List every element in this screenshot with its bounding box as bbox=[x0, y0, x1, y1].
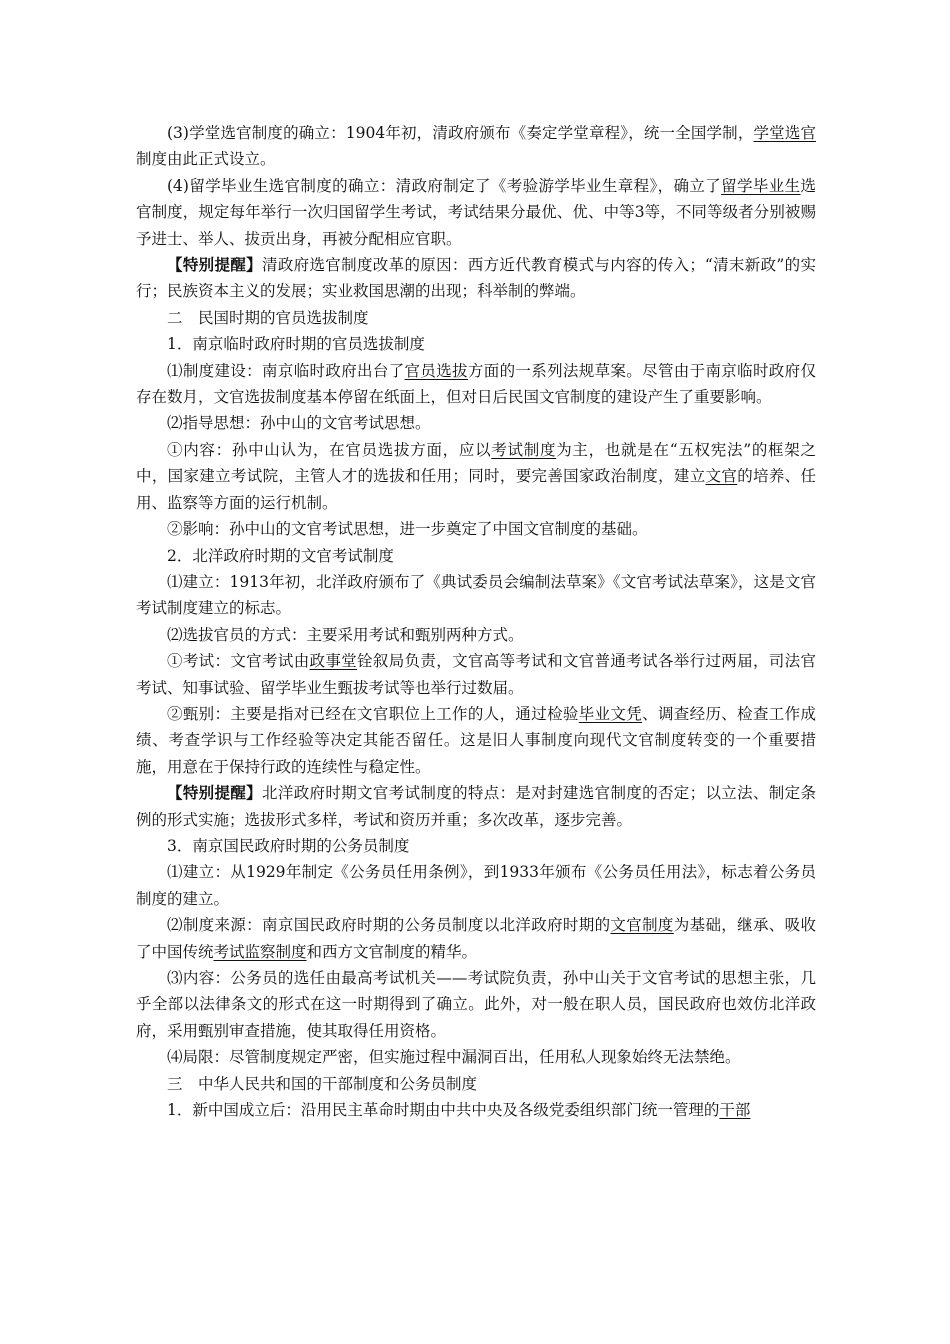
section-heading bbox=[136, 1071, 816, 1097]
underlined-term: 干部 bbox=[719, 1101, 751, 1120]
text-run: 2．北洋政府时期的文官考试制度 bbox=[167, 546, 394, 565]
section-heading bbox=[136, 331, 816, 357]
paragraph bbox=[136, 1044, 816, 1070]
paragraph bbox=[136, 410, 816, 436]
paragraph bbox=[136, 252, 816, 305]
text-run: 制度由此正式设立。 bbox=[136, 150, 276, 169]
paragraph bbox=[136, 173, 816, 252]
text-run: 、调查经历、检查工作成绩、考查学识与工作经验等决定其能否留任。这是旧人事制度向现代文官制度转变的一个重要措施，用意在于保持行政的连续性与稳定性。 bbox=[136, 704, 816, 776]
section-heading bbox=[136, 543, 816, 569]
text-run: ⑷局限：尽管制度规定严密，但实施过程中漏洞百出，任用私人现象始终无法禁绝。 bbox=[167, 1048, 741, 1067]
text-run: ①内容：孙中山认为，在官员选拔方面，应以 bbox=[167, 440, 492, 459]
section-heading bbox=[136, 305, 816, 331]
underlined-term: 文官制度 bbox=[610, 916, 674, 935]
text-run: 1．新中国成立后：沿用民主革命时期由中共中央及各级党委组织部门统一管理的 bbox=[167, 1101, 720, 1120]
paragraph bbox=[136, 701, 816, 780]
text-run: ②影响：孙中山的文官考试思想，进一步奠定了中国文官制度的基础。 bbox=[167, 520, 648, 539]
paragraph bbox=[136, 120, 816, 173]
text-run: 的培养、任用、监察等方面的运行机制。 bbox=[136, 467, 816, 512]
text-run: (3)学堂选官制度的确立：1904年初，清政府颁布《奏定学堂章程》，统一全国学制， bbox=[167, 124, 754, 142]
text-run: ①考试：文官考试由 bbox=[167, 652, 310, 671]
paragraph bbox=[136, 516, 816, 542]
text-run: ⑵制度来源：南京国民政府时期的公务员制度以北洋政府时期的 bbox=[167, 916, 611, 935]
text-run: 北洋政府时期文官考试制度的特点：是对封建选官制度的否定；以立法、制定条例的形式实施；选拔形式多样，考试和资历并重；多次改革，逐步完善。 bbox=[136, 784, 816, 829]
text-run: 二 民国时期的官员选拔制度 bbox=[167, 308, 369, 327]
text-run: 铨叙局负责，文官高等考试和文官普通考试各举行过两届，司法官考试、知事试验、留学毕业生甄拔考试等也举行过数届。 bbox=[136, 652, 816, 697]
paragraph bbox=[136, 622, 816, 648]
underlined-term: 文官 bbox=[705, 467, 738, 486]
callout-label: 【特别提醒】 bbox=[167, 255, 262, 275]
paragraph bbox=[136, 780, 816, 833]
paragraph bbox=[136, 648, 816, 701]
text-run: 为主，也就是在“五权宪法”的框架之中，国家建立考试院，主管人才的选拔和任用；同时，要完善国家政治制度，建立 bbox=[136, 440, 816, 486]
paragraph bbox=[136, 1097, 816, 1123]
text-run: ⑶内容：公务员的选任由最高考试机关——考试院负责，孙中山关于文官考试的思想主张，几乎全部以法律条文的形式在这一时期得到了确立。此外，对一般在职人员，国民政府也效仿北洋政府，采用甄别审查措施，使其取得任用资格。 bbox=[136, 969, 816, 1040]
text-run: 1．南京临时政府时期的官员选拔制度 bbox=[167, 335, 425, 354]
text-run: ⑴建立：从1929年制定《公务员任用条例》，到1933年颁布《公务员任用法》，标志着公务员制度的建立。 bbox=[136, 863, 816, 908]
text-run: (4)留学毕业生选官制度的确立：清政府制定了《考验游学毕业生章程》，确立了 bbox=[167, 176, 722, 195]
text-run: ⑴制度建设：南京临时政府出台了 bbox=[167, 361, 405, 380]
text-run: 3．南京国民政府时期的公务员制度 bbox=[167, 836, 410, 855]
paragraph bbox=[136, 965, 816, 1044]
text-run: 三 中华人民共和国的干部制度和公务员制度 bbox=[167, 1074, 478, 1093]
paragraph bbox=[136, 358, 816, 411]
text-run: 方面的一系列法规草案。尽管由于南京临时政府仅存在数月，文官选拔制度基本停留在纸面上，但对日后民国文官制度的建设产生了重要影响。 bbox=[136, 361, 816, 407]
text-run: ②甄别：主要是指对已经在文官职位上工作的人，通过检验 bbox=[167, 704, 579, 723]
paragraph bbox=[136, 437, 816, 516]
underlined-term: 政事堂 bbox=[309, 652, 358, 671]
underlined-term: 官员选拔 bbox=[404, 361, 468, 380]
text-run: ⑵选拔官员的方式：主要采用考试和甄别两种方式。 bbox=[167, 625, 524, 644]
paragraph bbox=[136, 912, 816, 965]
paragraph bbox=[136, 569, 816, 622]
underlined-term: 留学毕业生 bbox=[721, 176, 801, 195]
document-body bbox=[136, 120, 816, 1123]
underlined-term: 考试制度 bbox=[491, 440, 557, 459]
underlined-term: 毕业文凭 bbox=[578, 704, 643, 723]
section-heading bbox=[136, 833, 816, 859]
text-run: ⑴建立：1913年初，北洋政府颁布了《典试委员会编制法草案》《文官考试法草案》，这是文官考试制度建立的标志。 bbox=[136, 572, 816, 618]
text-run: 和西方文官制度的精华。 bbox=[306, 942, 478, 961]
underlined-term: 考试监察制度 bbox=[213, 942, 307, 961]
text-run: 清政府选官制度改革的原因：西方近代教育模式与内容的传入；“清末新政”的实行；民族资本主义的发展；实业救国思潮的出现；科举制的弊端。 bbox=[136, 256, 816, 301]
paragraph bbox=[136, 859, 816, 912]
text-run: 选官制度，规定每年举行一次归国留学生考试，考试结果分最优、优、中等3等，不同等级者分别被赐予进士、举人、拔贡出身，再被分配相应官职。 bbox=[136, 176, 816, 248]
underlined-term: 学堂选官 bbox=[753, 124, 816, 142]
text-run: 为基础，继承、吸收了中国传统 bbox=[136, 916, 816, 961]
text-run: ⑵指导思想：孙中山的文官考试思想。 bbox=[167, 414, 431, 433]
callout-label: 【特别提醒】 bbox=[167, 783, 263, 803]
